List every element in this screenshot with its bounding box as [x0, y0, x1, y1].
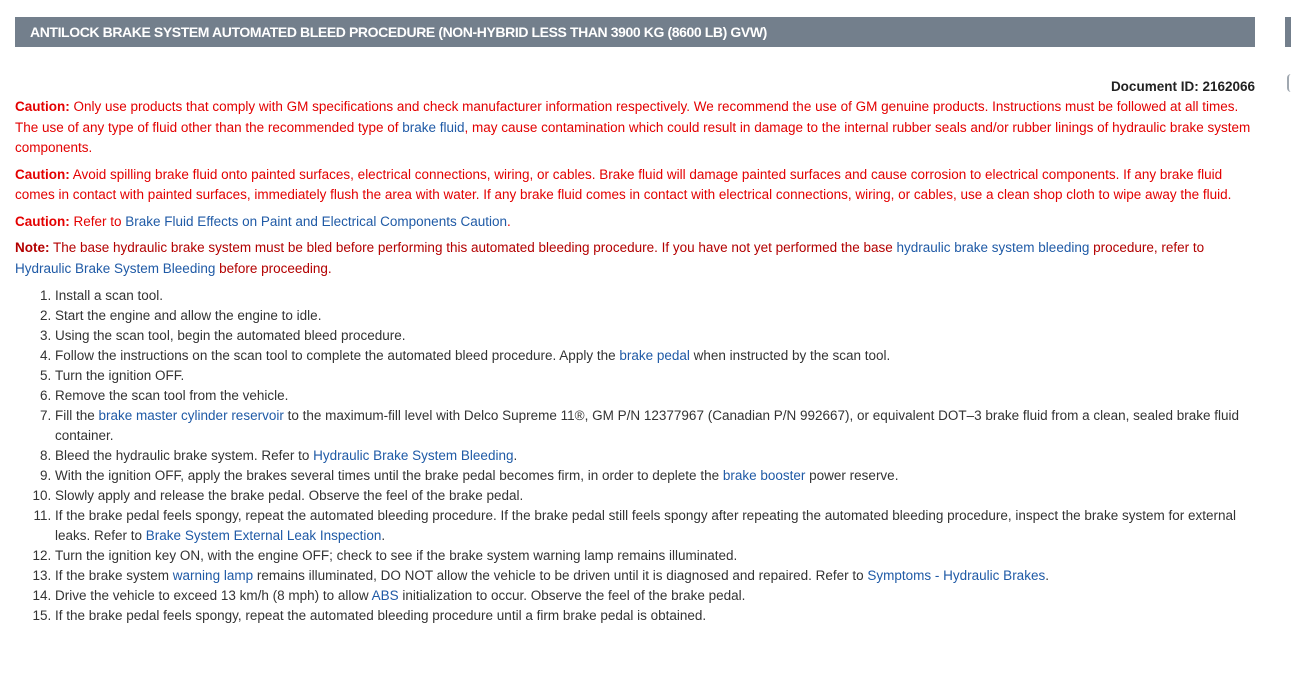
step-item	[55, 386, 1257, 406]
step-text: Remove the scan tool from the vehicle.	[55, 388, 289, 403]
section-title-bar	[15, 17, 1255, 47]
step-item	[55, 326, 1257, 346]
step-text: If the brake system	[55, 568, 173, 583]
step-item	[55, 446, 1257, 466]
caution-text: Avoid spilling brake fluid onto painted surfaces, electrical connections, wiring, or cables. Brake fluid will damage painted surfaces and cause corrosion to electrical components. If any brake fluid comes in contact with painted surfaces, immediately flush the area with water. If any brake fluid comes in contact with electrical connections, wiring, or cables, use a clean shop cloth to wipe away the fluid.	[15, 166, 1232, 202]
step-text: Slowly apply and release the brake pedal. Observe the feel of the brake pedal.	[55, 488, 524, 503]
link-abs[interactable]: ABS	[371, 588, 399, 603]
link-leak-inspection[interactable]: Brake System External Leak Inspection	[145, 528, 382, 543]
note-text: before proceeding.	[215, 260, 332, 276]
caution-text: .	[507, 213, 511, 229]
step-item	[55, 286, 1257, 306]
step-item	[55, 506, 1257, 546]
step-item	[55, 466, 1257, 486]
step-text: to the maximum-fill level with Delco Supreme 11®, GM P/N 12377967 (Canadian P/N 992667), or equivalent DOT‒3 brake fluid from a clean, sealed brake fluid container.	[55, 408, 1239, 443]
step-text: power reserve.	[805, 468, 899, 483]
document-id: Document ID: 2162066	[1110, 79, 1255, 94]
step-item	[55, 606, 1257, 626]
scrollbar-edge	[1285, 17, 1291, 47]
step-item	[55, 406, 1257, 446]
step-item	[55, 486, 1257, 506]
caution-label: Caution:	[15, 166, 70, 182]
link-brake-fluid-effects[interactable]: Brake Fluid Effects on Paint and Electrical Components Caution	[125, 213, 507, 229]
step-text: Using the scan tool, begin the automated bleed procedure.	[55, 328, 406, 343]
link-warning-lamp[interactable]: warning lamp	[172, 568, 254, 583]
step-item	[55, 366, 1257, 386]
caution-paragraph	[15, 212, 1257, 233]
step-text: Install a scan tool.	[55, 288, 164, 303]
note-paragraph	[15, 238, 1257, 279]
step-text: With the ignition OFF, apply the brakes several times until the brake pedal becomes firm, in order to deplete the	[55, 468, 723, 483]
section-title: ANTILOCK BRAKE SYSTEM AUTOMATED BLEED PROCEDURE (NON-HYBRID LESS THAN 3900 KG (8600 LB) GVW)	[30, 24, 767, 40]
side-panel-handle[interactable]	[1287, 74, 1291, 92]
step-text: Drive the vehicle to exceed 13 km/h (8 mph) to allow	[55, 588, 372, 603]
step-text: Follow the instructions on the scan tool to complete the automated bleed procedure. Apply the	[55, 348, 620, 363]
step-text: initialization to occur. Observe the feel of the brake pedal.	[398, 588, 746, 603]
procedure-steps	[15, 286, 1257, 626]
step-text: Bleed the hydraulic brake system. Refer to	[55, 448, 314, 463]
caution-text: Only use products that comply with GM specifications and check manufacturer information respectively. We recommend the use of GM genuine products. Instructions must be followed at all times. The use of any type of fluid other than the recommended type of	[15, 99, 1239, 135]
note-text: The base hydraulic brake system must be bled before performing this automated bleeding procedure. If you have not yet performed the base	[49, 240, 897, 255]
caution-label: Caution:	[15, 99, 70, 114]
link-brake-pedal[interactable]: brake pedal	[619, 348, 690, 363]
caution-text: , may cause contamination which could result in damage to the internal rubber seals and/or rubber linings of hydraulic brake system components.	[15, 119, 1251, 155]
caution-paragraph	[15, 165, 1257, 206]
note-label: Note:	[15, 240, 50, 255]
step-text: .	[381, 528, 386, 543]
link-hydraulic-bleeding-step[interactable]: Hydraulic Brake System Bleeding	[313, 448, 514, 463]
step-item	[55, 546, 1257, 566]
step-text: .	[513, 448, 518, 463]
link-hydraulic-bleeding[interactable]: Hydraulic Brake System Bleeding	[15, 260, 216, 276]
step-item	[55, 306, 1257, 326]
note-text: procedure, refer to	[1089, 240, 1205, 255]
link-brake-fluid[interactable]: brake fluid	[402, 119, 465, 135]
step-text: If the brake pedal feels spongy, repeat the automated bleeding procedure. If the brake pedal still feels spongy after repeating the automated bleeding procedure, inspect the brake system for external leaks. Refer to	[55, 508, 1236, 543]
caution-text: Refer to	[69, 213, 126, 229]
link-symptoms-hydraulic-brakes[interactable]: Symptoms - Hydraulic Brakes	[867, 568, 1046, 583]
step-item	[55, 566, 1257, 586]
caution-paragraph	[15, 97, 1257, 159]
step-text: If the brake pedal feels spongy, repeat the automated bleeding procedure until a firm brake pedal is obtained.	[55, 608, 707, 623]
step-text: when instructed by the scan tool.	[689, 348, 891, 363]
link-brake-booster[interactable]: brake booster	[722, 468, 806, 483]
step-text: remains illuminated, DO NOT allow the vehicle to be driven until it is diagnosed and repaired. Refer to	[253, 568, 868, 583]
step-text: Turn the ignition OFF.	[55, 368, 185, 383]
step-item	[55, 586, 1257, 606]
document-body	[15, 97, 1257, 626]
link-master-cylinder-reservoir[interactable]: brake master cylinder reservoir	[98, 408, 284, 423]
step-text: Start the engine and allow the engine to idle.	[55, 308, 322, 323]
step-item	[55, 346, 1257, 366]
step-text: Turn the ignition key ON, with the engine OFF; check to see if the brake system warning lamp remains illuminated.	[55, 548, 738, 563]
caution-label: Caution:	[15, 213, 70, 229]
step-text: .	[1045, 568, 1049, 583]
step-text: Fill the	[55, 408, 99, 423]
link-hydraulic-bleeding-inline[interactable]: hydraulic brake system bleeding	[896, 240, 1090, 255]
